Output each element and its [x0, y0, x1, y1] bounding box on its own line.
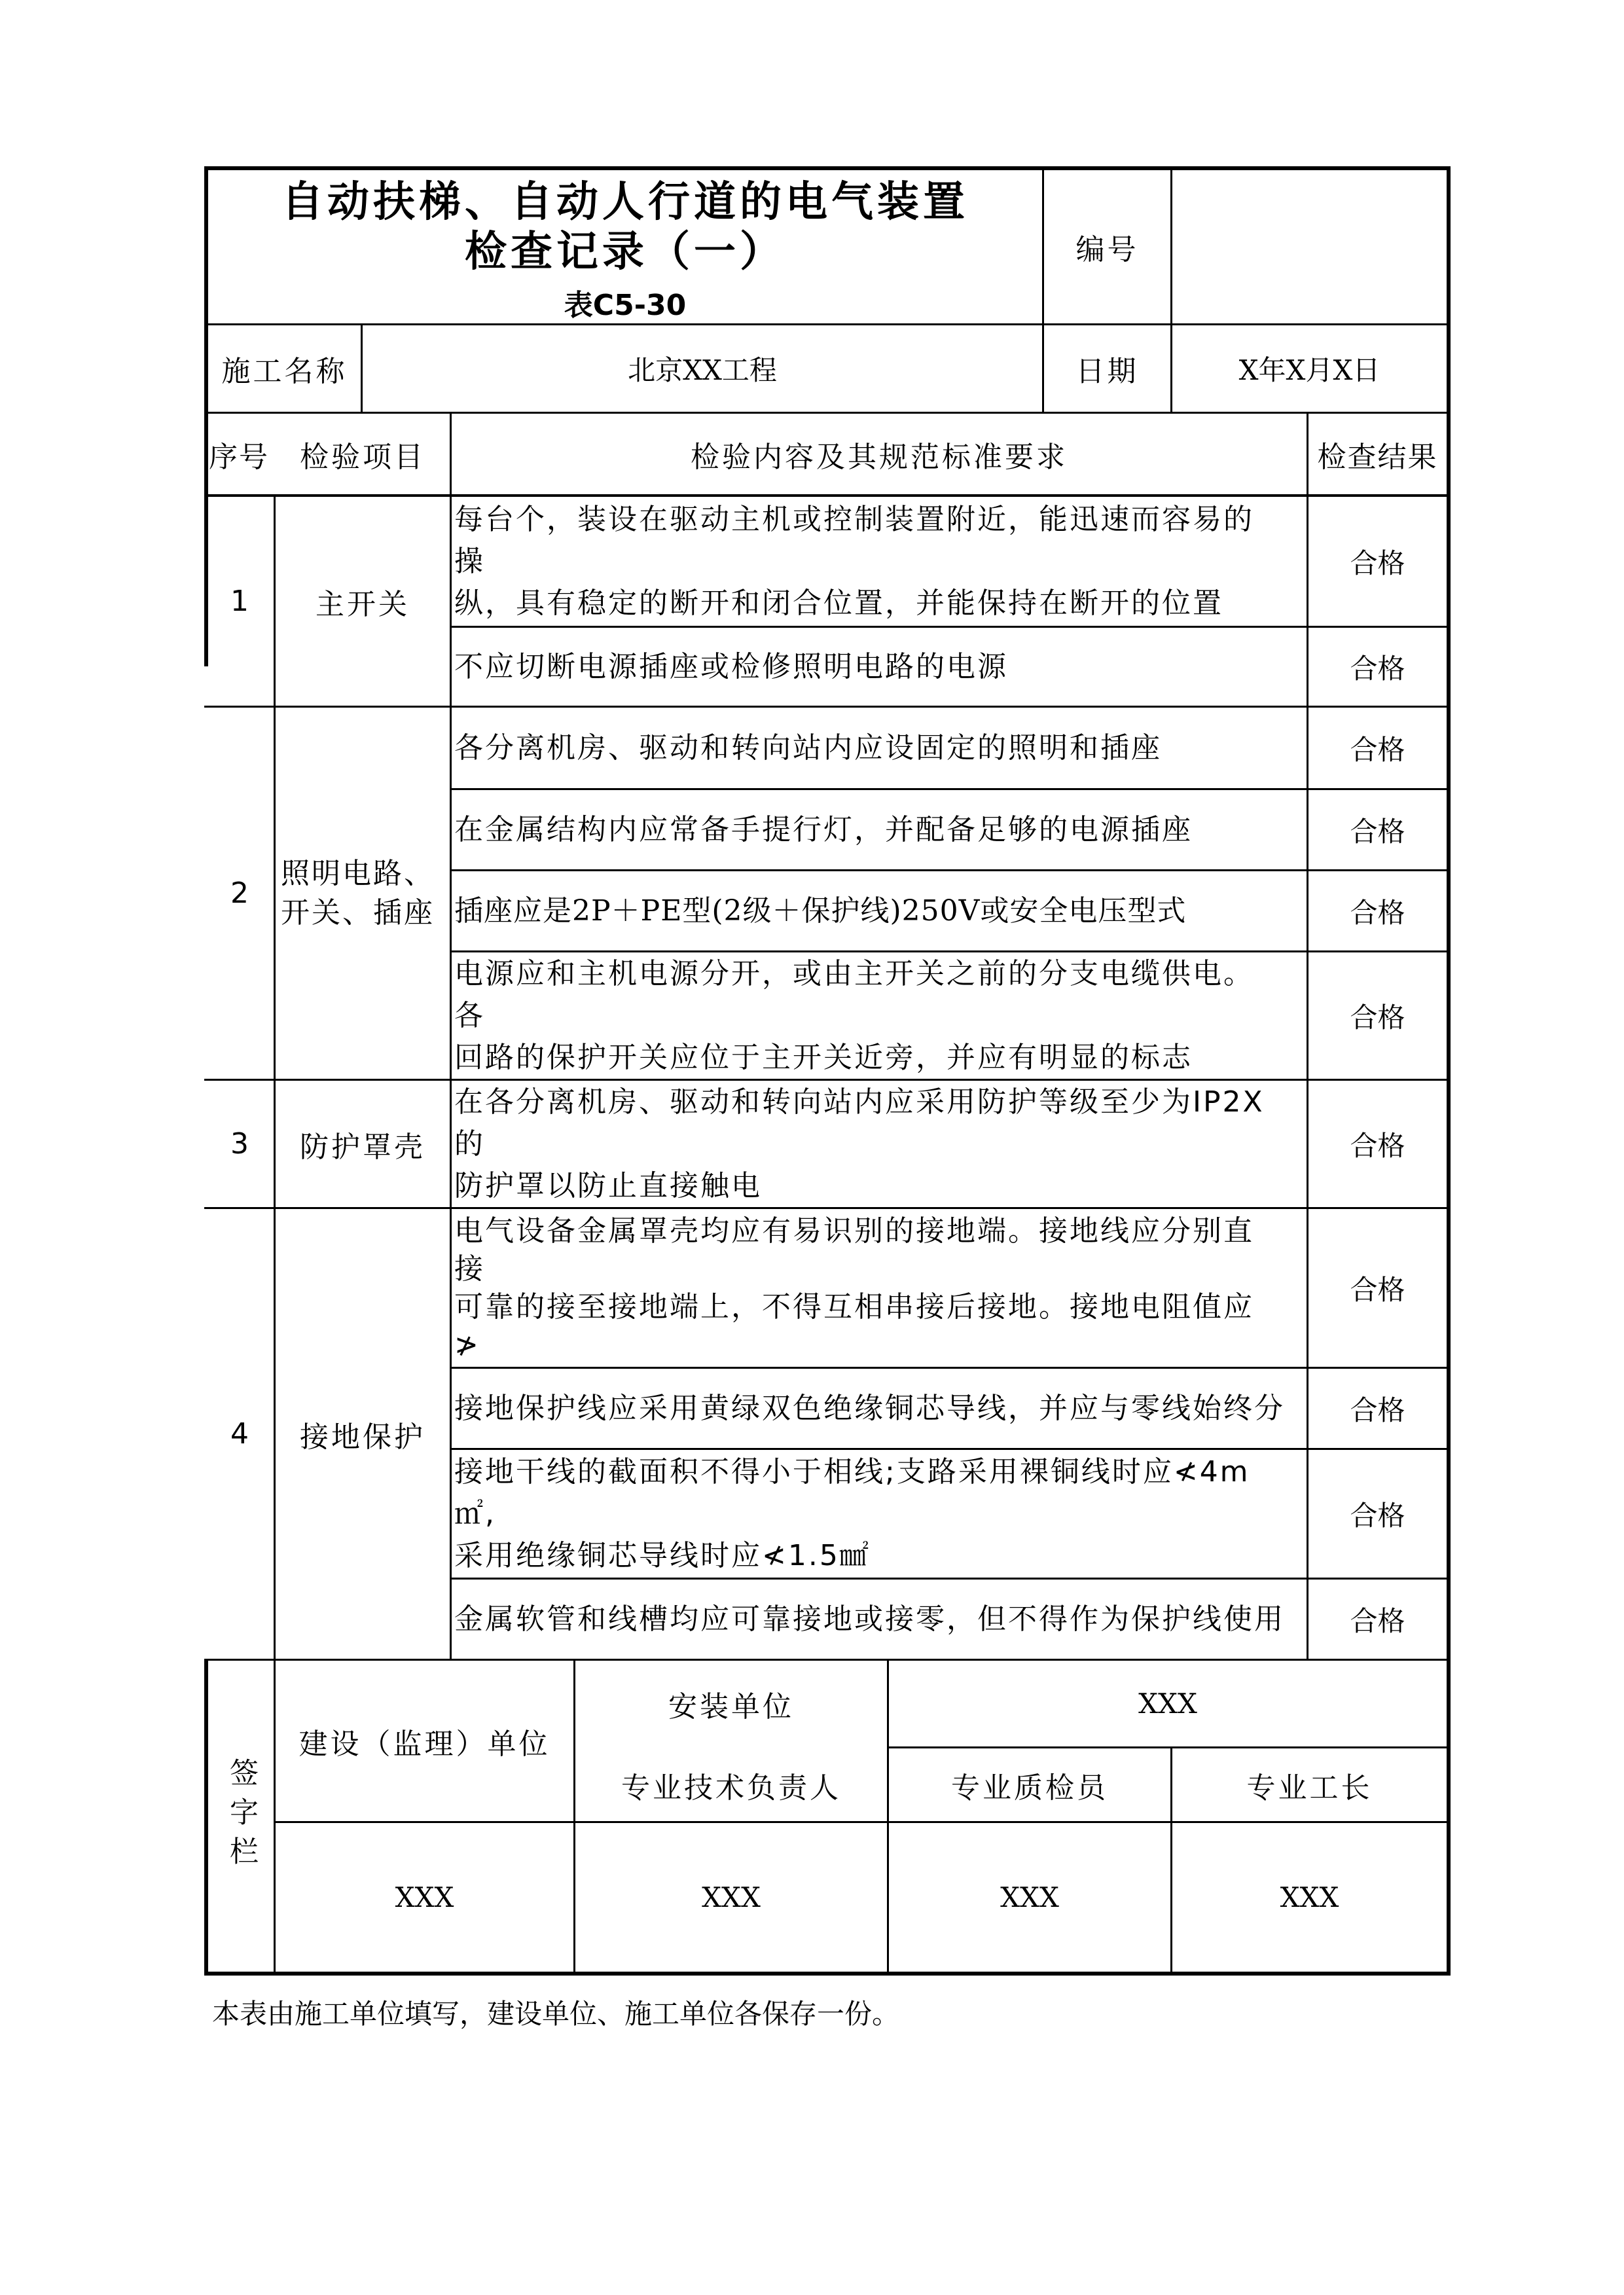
- content-line: 接: [454, 1252, 485, 1286]
- supervisor-signature[interactable]: XXX: [395, 1881, 454, 1913]
- row-seq: 3: [230, 1127, 251, 1161]
- content-line: 金属软管和线槽均应可靠接地或接零，但不得作为保护线使用: [454, 1602, 1285, 1636]
- row-item: 接地保护: [300, 1420, 425, 1454]
- project-name-label: 施工名称: [221, 355, 348, 388]
- row-seq: 2: [230, 876, 251, 910]
- col-header-content: 检验内容及其规范标准要求: [691, 440, 1068, 474]
- content-line: 采用绝缘铜芯导线时应≮1.5㎟: [454, 1538, 871, 1572]
- row-item: 主开关: [316, 587, 410, 621]
- number-label: 编号: [1075, 233, 1139, 266]
- check-result[interactable]: 合格: [1350, 547, 1405, 579]
- check-content: [452, 1450, 1307, 1578]
- check-result[interactable]: 合格: [1350, 652, 1405, 685]
- tech-lead-label: 专业技术负责人: [621, 1771, 841, 1805]
- foreman-label: 专业工长: [1246, 1771, 1373, 1805]
- supervisor-unit-label: 建设（监理）单位: [298, 1727, 550, 1761]
- check-content: [452, 871, 1307, 950]
- project-name-value[interactable]: 北京XX工程: [628, 354, 777, 386]
- check-result[interactable]: 合格: [1350, 1394, 1405, 1426]
- row-seq: 4: [230, 1417, 251, 1451]
- content-line: 回路的保护开关应位于主开关近旁，并应有明显的标志: [454, 1040, 1193, 1074]
- col-header-result: 检查结果: [1317, 440, 1438, 474]
- rule-bottom: [204, 1972, 1451, 1976]
- content-line: 各: [454, 998, 485, 1032]
- check-content: [452, 1580, 1307, 1659]
- item-line: 照明电路、: [281, 856, 435, 890]
- foreman-signature[interactable]: XXX: [1280, 1881, 1339, 1913]
- check-content: [452, 628, 1307, 706]
- content-line: ≯: [454, 1328, 480, 1362]
- content-line: 可靠的接至接地端上，不得互相串接后接地。接地电阻值应: [454, 1290, 1254, 1324]
- content-line: 在各分离机房、驱动和转向站内应采用防护等级至少为IP2X: [454, 1085, 1265, 1119]
- content-line: 电气设备金属罩壳均应有易识别的接地端。接地线应分别直: [454, 1214, 1254, 1248]
- sig-label-text: 签字栏: [225, 1757, 258, 1875]
- check-result[interactable]: 合格: [1350, 1499, 1405, 1532]
- number-value[interactable]: [1172, 170, 1447, 323]
- check-result[interactable]: 合格: [1350, 733, 1405, 766]
- content-line: ㎡,: [454, 1496, 496, 1530]
- tech-lead-signature[interactable]: XXX: [702, 1881, 761, 1913]
- content-line: 在金属结构内应常备手提行灯，并配备足够的电源插座: [454, 812, 1193, 846]
- col-header-seq: 序号: [209, 440, 269, 474]
- border-right: [1447, 166, 1451, 1976]
- date-value[interactable]: X年X月X日: [1238, 354, 1380, 386]
- title-line-2: 检查记录（一）: [465, 228, 785, 276]
- col-header-item: 检验项目: [300, 440, 425, 474]
- check-content: [452, 790, 1307, 869]
- check-content: [452, 708, 1307, 788]
- date-label: 日期: [1075, 355, 1139, 388]
- content-line: 各分离机房、驱动和转向站内应设固定的照明和插座: [454, 731, 1162, 765]
- content-line: 纵，具有稳定的断开和闭合位置，并能保持在断开的位置: [454, 586, 1223, 620]
- check-result[interactable]: 合格: [1350, 1129, 1405, 1162]
- item-line: 开关、插座: [281, 895, 435, 930]
- check-result[interactable]: 合格: [1350, 1273, 1405, 1306]
- check-content: [452, 497, 1307, 626]
- content-line: 接地保护线应采用黄绿双色绝缘铜芯导线，并应与零线始终分: [454, 1391, 1285, 1425]
- check-result[interactable]: 合格: [1350, 896, 1405, 929]
- install-unit-label: 安装单位: [668, 1690, 794, 1724]
- row-item: 防护罩壳: [300, 1130, 425, 1164]
- form-title: [208, 172, 1042, 283]
- content-line: 的: [454, 1127, 485, 1161]
- check-result[interactable]: 合格: [1350, 815, 1405, 848]
- content-line: 电源应和主机电源分开，或由主开关之前的分支电缆供电。: [454, 956, 1254, 990]
- signature-section-label: [208, 1661, 274, 1972]
- row-item: [276, 708, 450, 1079]
- check-result[interactable]: 合格: [1350, 1001, 1405, 1034]
- content-line: 防护罩以防止直接触电: [454, 1168, 762, 1202]
- footer-note: 本表由施工单位填写，建设单位、施工单位各保存一份。: [212, 1998, 900, 2030]
- check-result[interactable]: 合格: [1350, 1604, 1405, 1637]
- row-seq: 1: [230, 585, 251, 618]
- content-line: 不应切断电源插座或检修照明电路的电源: [454, 649, 1008, 683]
- check-content: [452, 1081, 1307, 1207]
- content-line: 接地干线的截面积不得小于相线;支路采用裸铜线时应≮4m: [454, 1455, 1250, 1489]
- qc-inspector-label: 专业质检员: [951, 1771, 1108, 1805]
- content-line: 每台个，装设在驱动主机或控制装置附近，能迅速而容易的: [454, 502, 1254, 536]
- check-content: [452, 952, 1307, 1079]
- check-content: [452, 1209, 1307, 1367]
- install-unit-value[interactable]: XXX: [1138, 1688, 1197, 1720]
- form-number: 表C5-30: [564, 289, 687, 322]
- qc-inspector-signature[interactable]: XXX: [1000, 1881, 1059, 1913]
- content-line: 操: [454, 544, 485, 578]
- title-line-1: 自动扶梯、自动人行道的电气装置: [281, 178, 969, 226]
- check-content: [452, 1369, 1307, 1448]
- content-line: 插座应是2P＋PE型(2级＋保护线)250V或安全电压型式: [454, 894, 1187, 928]
